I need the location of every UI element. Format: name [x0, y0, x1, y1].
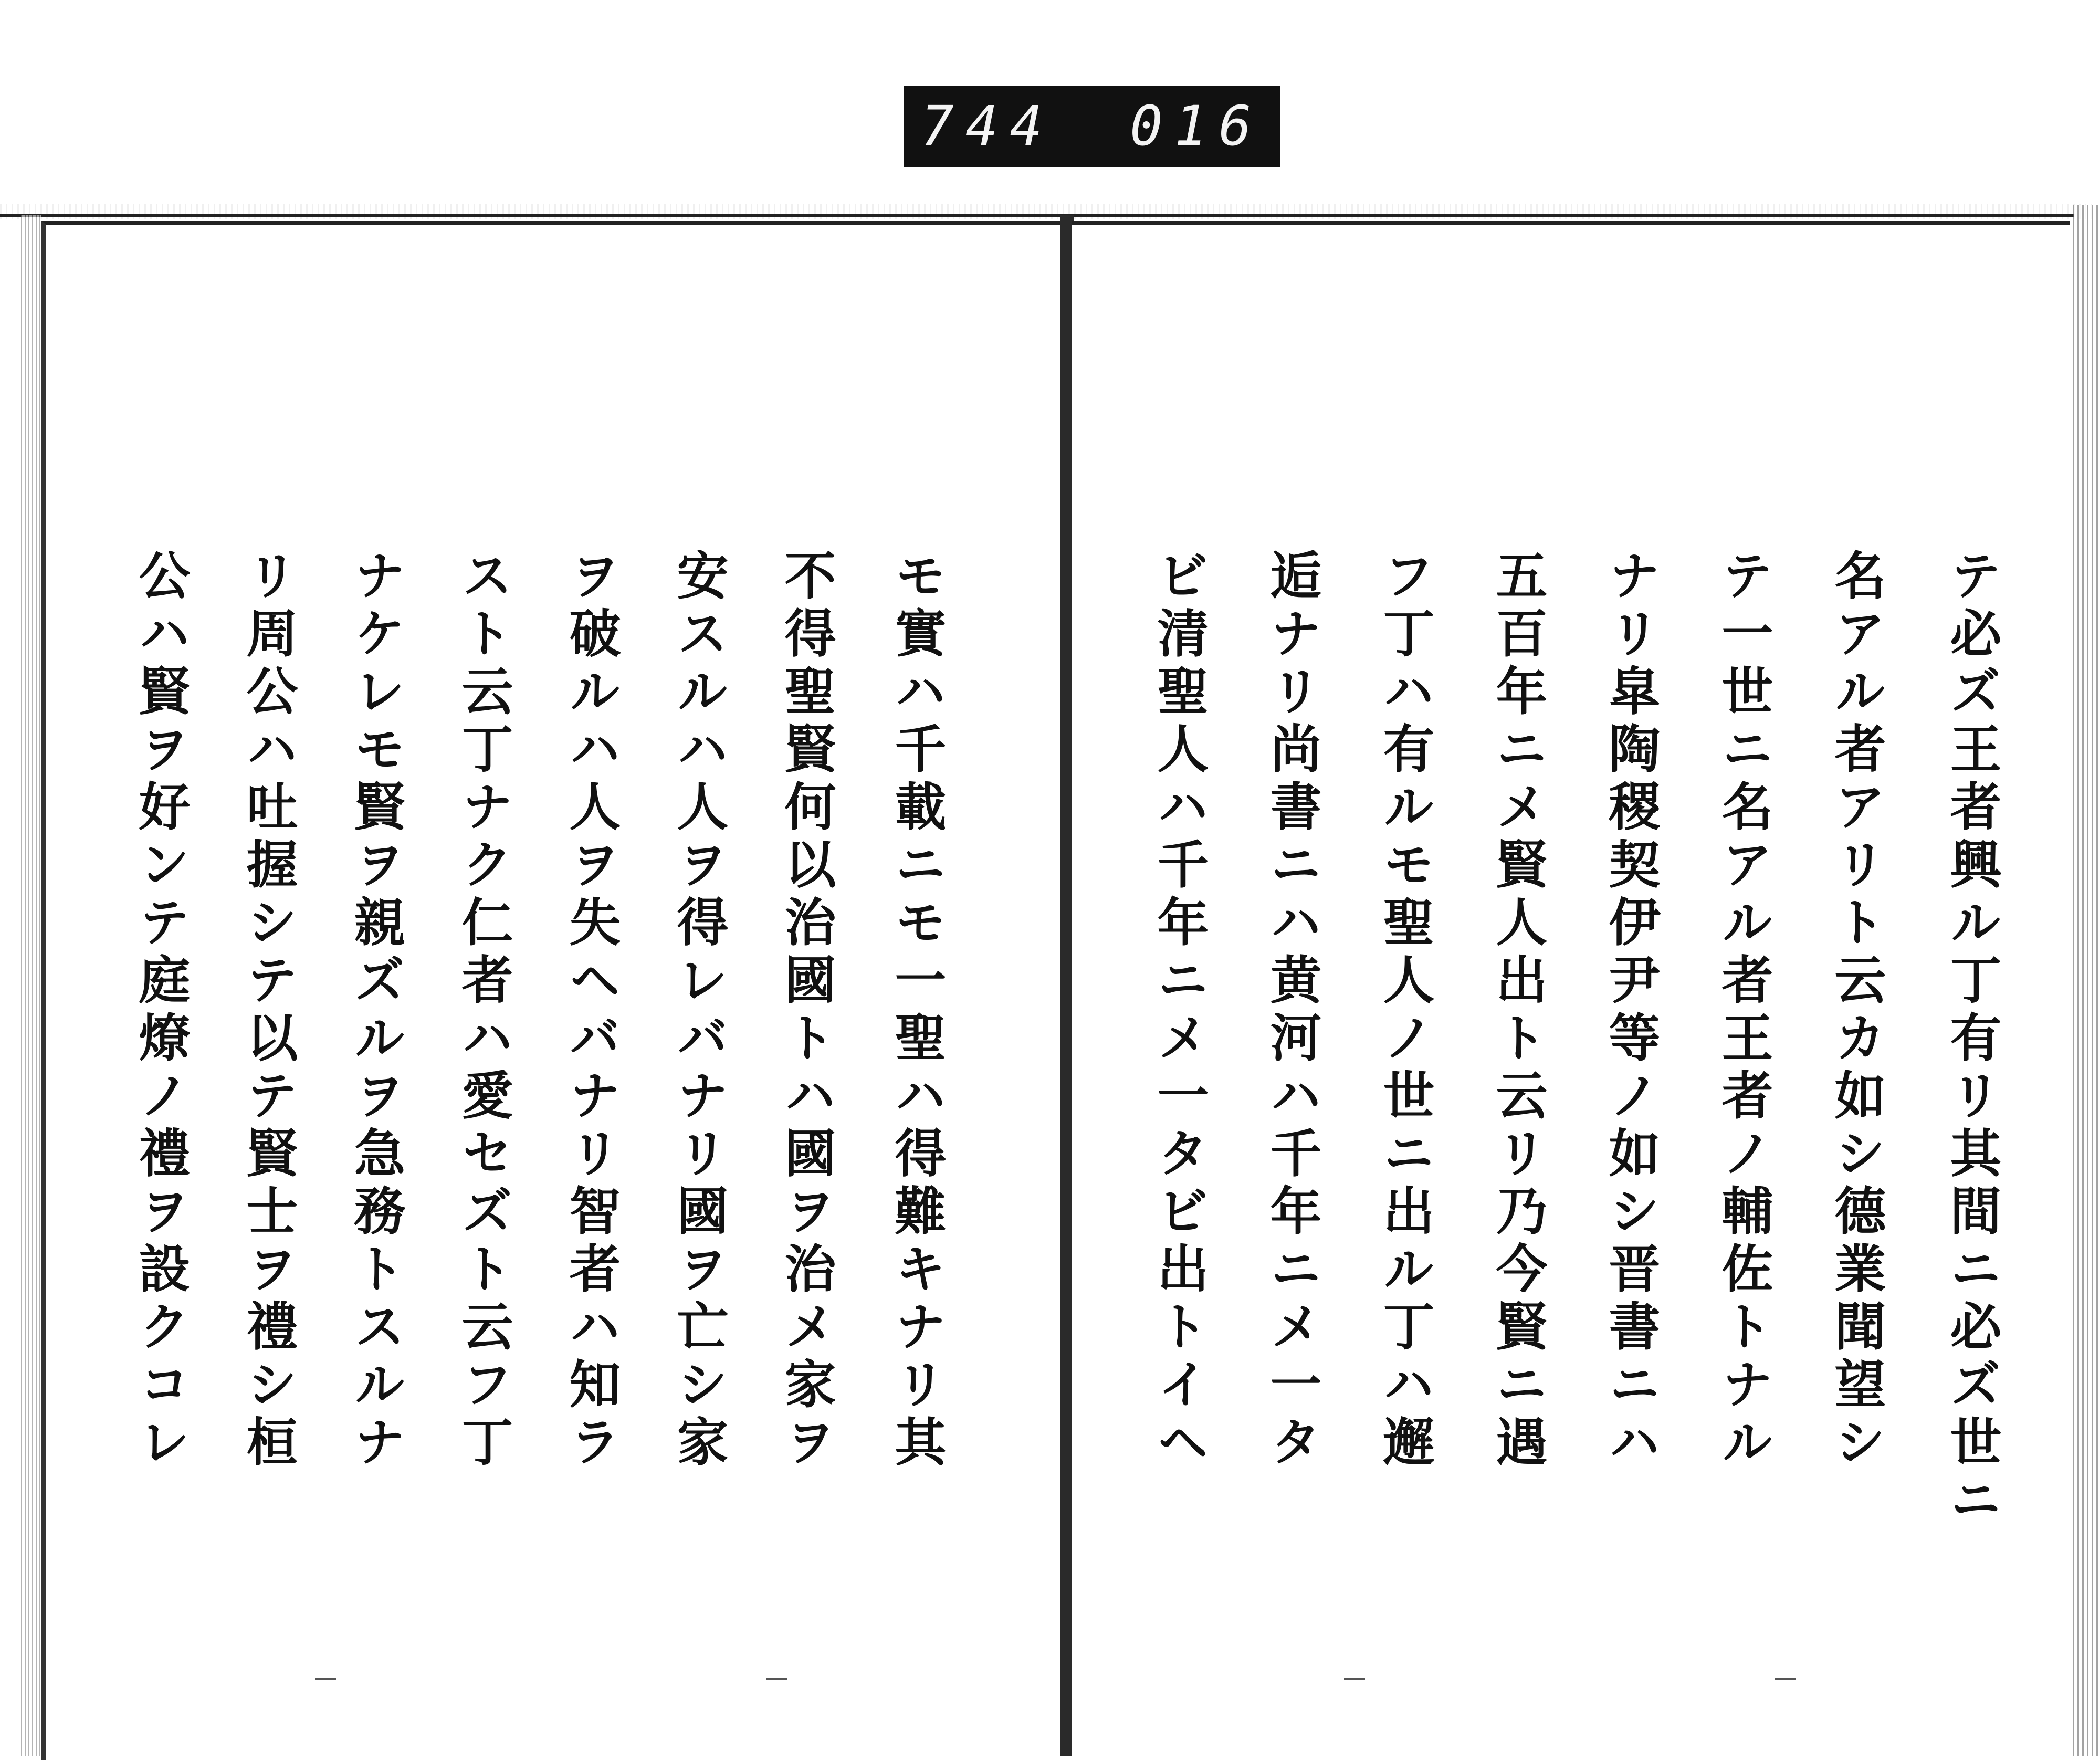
scan-mark — [1774, 1678, 1796, 1680]
book-edge-right — [2073, 205, 2100, 1756]
right-column-2: 名アル者アリト云カ如シ德業聞望シ — [1826, 549, 1886, 1473]
scan-mark — [315, 1678, 336, 1680]
book-edge-left — [21, 215, 41, 1756]
left-column-1: モ實ハ千載ニモ一聖ハ得難キナリ其 — [886, 549, 947, 1473]
left-column-6: ナケレモ賢ヲ親ズルヲ急務トスルナ — [345, 549, 406, 1473]
left-column-2: 不得聖賢何以治國トハ國ヲ治メ家ヲ — [776, 549, 836, 1473]
right-column-8: ビ清聖人ハ千年ニメ一タビ出トイヘ — [1149, 549, 1209, 1473]
frame-number: 016 — [1130, 94, 1263, 158]
scan-mark — [766, 1678, 788, 1680]
right-column-6: フ丁ハ有ルモ聖人ノ世ニ出ル丁ハ邂 — [1374, 549, 1435, 1473]
left-column-5: スト云丁ナク仁者ハ愛セズト云フ丁 — [453, 549, 513, 1473]
left-column-7: リ周公ハ吐握シテ以テ賢士ヲ禮シ桓 — [238, 549, 298, 1473]
scan-mark — [1344, 1678, 1365, 1680]
reel-number: 744 — [921, 94, 1054, 158]
left-column-4: ヲ破ルハ人ヲ失ヘバナリ智者ハ知ラ — [561, 549, 621, 1473]
right-column-3: テ一世ニ名アル者王者ノ輔佐トナル — [1713, 549, 1773, 1473]
left-column-3: 安スルハ人ヲ得レバナリ國ヲ亡シ家 — [668, 549, 729, 1473]
right-column-7: 逅ナリ尚書ニハ黄河ハ千年ニメ一タ — [1262, 549, 1322, 1473]
right-page — [1072, 221, 2070, 1760]
right-column-1: テ必ズ王者興ル丁有リ其間ニ必ズ世ニ — [1941, 549, 2002, 1531]
top-rule — [0, 214, 2074, 217]
microfilm-frame-label — [904, 86, 1280, 167]
right-column-4: ナリ皐陶稷契伊尹等ノ如シ晋書ニハ — [1600, 549, 1661, 1473]
left-column-8: 公ハ賢ヲ好ンテ庭燎ノ禮ヲ設クコレ — [130, 549, 191, 1473]
right-column-5: 五百年ニメ賢人出ト云リ乃今賢ニ遇 — [1487, 549, 1548, 1473]
